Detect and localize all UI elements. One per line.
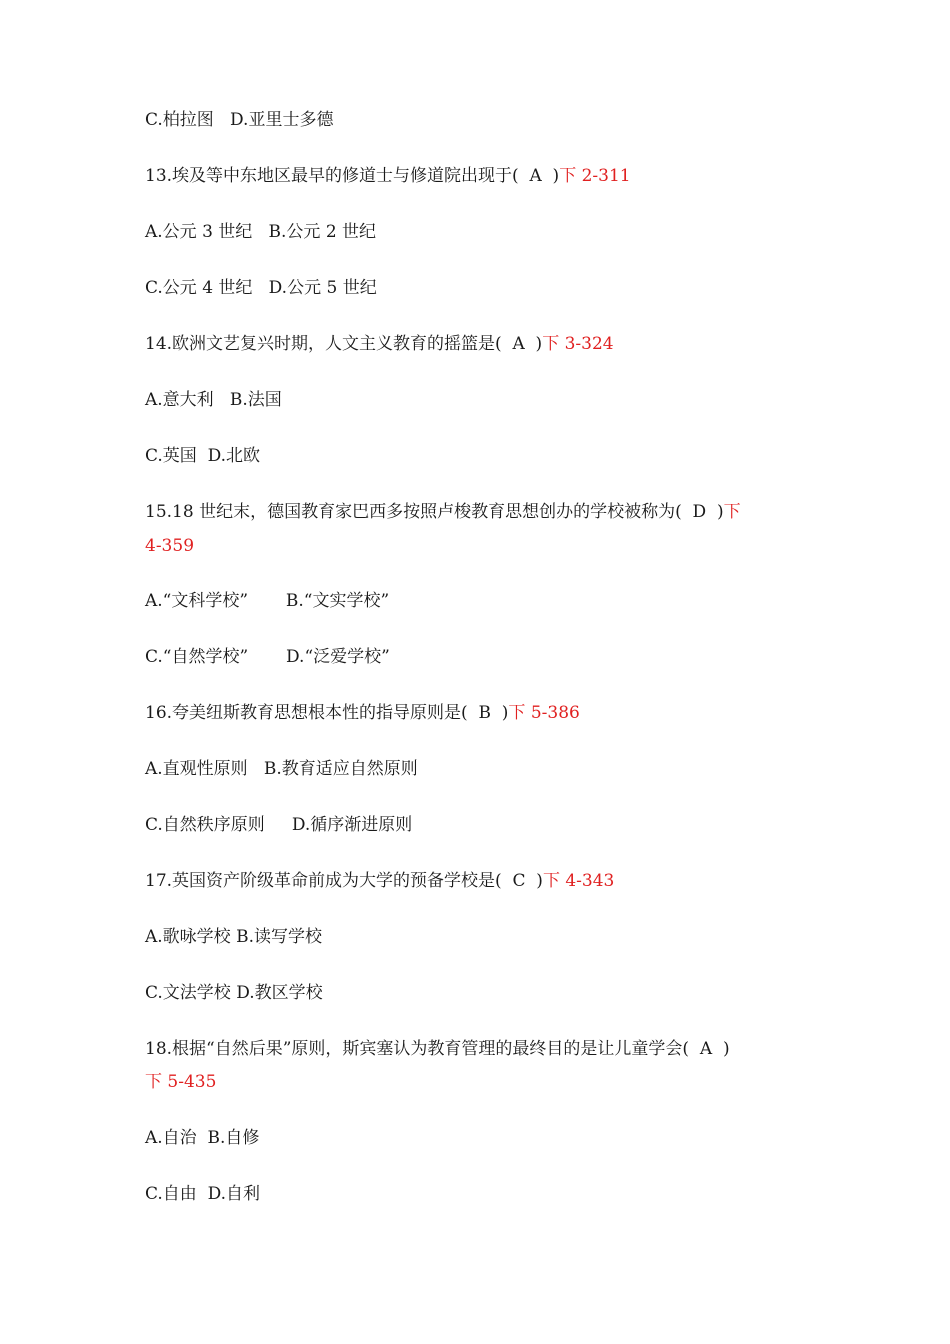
q13-options-ab: A.公元 3 世纪 B.公元 2 世纪	[145, 222, 377, 242]
q17-options-ab: A.歌咏学校 B.读写学校	[145, 927, 322, 947]
q14-options-ab: A.意大利 B.法国	[145, 390, 282, 410]
q15-options-cd: C.“自然学校” D.“泛爱学校”	[145, 647, 390, 667]
q13-options-cd: C.公元 4 世纪 D.公元 5 世纪	[145, 278, 377, 298]
q18-options-ab: A.自治 B.自修	[145, 1128, 260, 1148]
q17-options-cd: C.文法学校 D.教区学校	[145, 983, 323, 1003]
question-17	[145, 870, 614, 892]
question-15	[145, 501, 741, 523]
question-18: 18.根据“自然后果”原则，斯宾塞认为教育管理的最终目的是让儿童学会( A )	[145, 1039, 730, 1059]
textbook-reference: 下 5-386	[508, 703, 580, 723]
question-text: 13.埃及等中东地区最早的修道士与修道院出现于( A )	[145, 166, 560, 186]
textbook-reference: 下 3-324	[542, 334, 614, 354]
textbook-reference: 下 5-435	[145, 1072, 217, 1092]
question-13	[145, 165, 631, 187]
textbook-reference: 下 2-311	[559, 166, 631, 186]
q15-options-ab: A.“文科学校” B.“文实学校”	[145, 591, 390, 611]
question-text: 17.英国资产阶级革命前成为大学的预备学校是( C )	[145, 871, 543, 891]
q12-options-cd: C.柏拉图 D.亚里士多德	[145, 110, 334, 130]
textbook-reference-part1: 下	[723, 502, 741, 522]
question-text: 14.欧洲文艺复兴时期，人文主义教育的摇篮是( A )	[145, 334, 543, 354]
question-text: 16.夸美纽斯教育思想根本性的指导原则是( B )	[145, 703, 509, 723]
q16-options-cd: C.自然秩序原则 D.循序渐进原则	[145, 815, 413, 835]
question-14	[145, 333, 614, 355]
question-16	[145, 702, 580, 724]
textbook-reference-part2: 4-359	[145, 536, 195, 556]
q14-options-cd: C.英国 D.北欧	[145, 446, 261, 466]
question-text: 15.18 世纪末，德国教育家巴西多按照卢梭教育思想创办的学校被称为( D )	[145, 502, 724, 522]
textbook-reference: 下 4-343	[542, 871, 615, 891]
q18-options-cd: C.自由 D.自利	[145, 1184, 261, 1204]
q16-options-ab: A.直观性原则 B.教育适应自然原则	[145, 759, 418, 779]
